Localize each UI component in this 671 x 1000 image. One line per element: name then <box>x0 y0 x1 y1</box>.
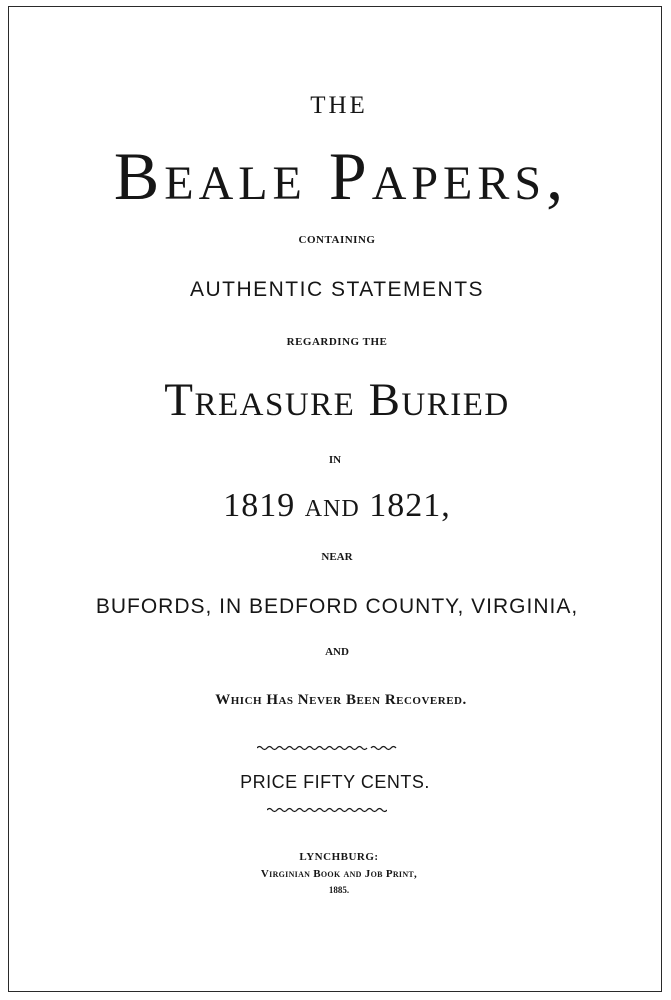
containing-text: CONTAINING <box>298 234 376 246</box>
years-heading: 1819 and 1821, <box>223 487 451 524</box>
authentic-statements-text: AUTHENTIC STATEMENTS <box>189 278 485 301</box>
imprint-printer: Virginian Book and Job Print, <box>260 868 418 880</box>
imprint-place: LYNCHBURG: <box>299 851 379 863</box>
never-recovered-text: Which Has Never Been Recovered. <box>215 692 467 708</box>
wavy-rule-top <box>257 745 397 751</box>
near-text: NEAR <box>321 551 353 563</box>
regarding-text: REGARDING THE <box>286 336 388 348</box>
imprint-year: 1885. <box>328 885 350 895</box>
wavy-rule-bottom <box>267 807 387 813</box>
and-text: AND <box>325 646 349 658</box>
treasure-buried-heading: Treasure Buried <box>164 374 510 426</box>
title-article: THE <box>310 92 368 119</box>
title-page <box>8 6 662 992</box>
main-title: Beale Papers, <box>113 138 569 214</box>
location-text: BUFORDS, IN BEDFORD COUNTY, VIRGINIA, <box>95 595 579 618</box>
in-text: IN <box>328 454 342 466</box>
price-text: PRICE FIFTY CENTS. <box>240 772 430 792</box>
